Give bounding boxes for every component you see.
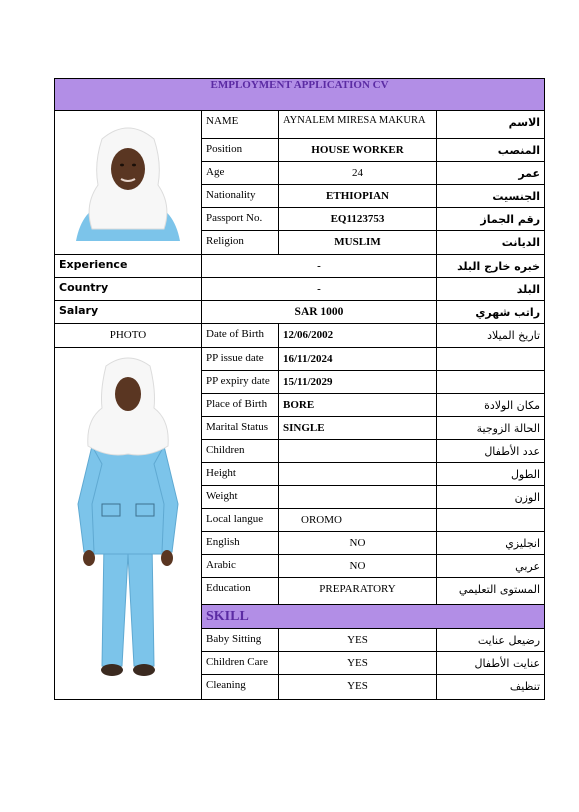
fullbody-image [68, 354, 188, 694]
pp-expiry-value: 15/11/2029 [279, 371, 437, 394]
religion-value: MUSLIM [279, 231, 437, 255]
education-label: Education [202, 578, 279, 605]
pp-expiry-label: PP expiry date [202, 371, 279, 394]
education-value: PREPARATORY [279, 578, 437, 605]
place-of-birth-label: Place of Birth [202, 394, 279, 417]
english-arabic: انجليزي [437, 532, 545, 555]
arabic-label: Arabic [202, 555, 279, 578]
headshot-image [72, 123, 184, 243]
religion-arabic: الديانت [437, 231, 545, 255]
salary-label: Salary [55, 301, 202, 324]
marital-arabic: الحالة الزوجية [437, 417, 545, 440]
country-arabic: البلد [437, 278, 545, 301]
age-arabic: عمر [437, 162, 545, 185]
experience-arabic: خبره خارج البلد [437, 255, 545, 278]
photo-label: PHOTO [55, 324, 202, 348]
marital-value: SINGLE [279, 417, 437, 440]
height-arabic: الطول [437, 463, 545, 486]
skill-label: Cleaning [202, 675, 279, 700]
pp-issue-label: PP issue date [202, 348, 279, 371]
weight-arabic: الوزن [437, 486, 545, 509]
fullbody-photo [55, 348, 202, 700]
local-language-arabic [437, 509, 545, 532]
title-row [55, 79, 545, 111]
experience-value: - [202, 255, 437, 278]
country-value: - [202, 278, 437, 301]
height-value [279, 463, 437, 486]
dob-value: 12/06/2002 [279, 324, 437, 348]
children-value [279, 440, 437, 463]
children-arabic: عدد الأطفال [437, 440, 545, 463]
marital-label: Marital Status [202, 417, 279, 440]
skill-arabic: عنايت الأطفال [437, 652, 545, 675]
pp-issue-arabic [437, 348, 545, 371]
nationality-value: ETHIOPIAN [279, 185, 437, 208]
dob-arabic: تاريخ الميلاد [437, 324, 545, 348]
salary-value: SAR 1000 [202, 301, 437, 324]
position-label: Position [202, 139, 279, 162]
pp-issue-value: 16/11/2024 [279, 348, 437, 371]
age-label: Age [202, 162, 279, 185]
position-arabic: المنصب [437, 139, 545, 162]
religion-label: Religion [202, 231, 279, 255]
place-of-birth-arabic: مكان الولادة [437, 394, 545, 417]
children-label: Children [202, 440, 279, 463]
age-value: 24 [279, 162, 437, 185]
skill-arabic: تنظيف [437, 675, 545, 700]
skill-arabic: رضيعل عنايت [437, 629, 545, 652]
passport-label: Passport No. [202, 208, 279, 231]
name-row [55, 111, 545, 139]
salary-arabic: راتب شهري [437, 301, 545, 324]
experience-row [55, 255, 545, 278]
nationality-arabic: الجنسيت [437, 185, 545, 208]
height-label: Height [202, 463, 279, 486]
place-of-birth-value: BORE [279, 394, 437, 417]
salary-row [55, 301, 545, 324]
arabic-arabic: عربي [437, 555, 545, 578]
name-value: AYNALEM MIRESA MAKURA [279, 111, 437, 139]
cv-title: EMPLOYMENT APPLICATION CV [55, 79, 545, 111]
name-arabic: الاسم [437, 111, 545, 139]
passport-value: EQ1123753 [279, 208, 437, 231]
position-value: HOUSE WORKER [279, 139, 437, 162]
cv-table [54, 78, 545, 700]
headshot-photo [55, 111, 202, 255]
weight-value [279, 486, 437, 509]
skill-value: YES [279, 629, 437, 652]
name-label: NAME [202, 111, 279, 139]
dob-row [55, 324, 545, 348]
pp-issue-row [55, 348, 545, 371]
skill-label: Baby Sitting [202, 629, 279, 652]
dob-label: Date of Birth [202, 324, 279, 348]
arabic-value: NO [279, 555, 437, 578]
passport-arabic: رقم الجماز [437, 208, 545, 231]
experience-label: Experience [55, 255, 202, 278]
skill-value: YES [279, 652, 437, 675]
english-label: English [202, 532, 279, 555]
weight-label: Weight [202, 486, 279, 509]
pp-expiry-arabic [437, 371, 545, 394]
local-language-label: Local langue [202, 509, 279, 532]
english-value: NO [279, 532, 437, 555]
nationality-label: Nationality [202, 185, 279, 208]
skill-header: SKILL [202, 605, 545, 629]
local-language-value: OROMO [279, 509, 437, 532]
country-label: Country [55, 278, 202, 301]
skill-label: Children Care [202, 652, 279, 675]
country-row [55, 278, 545, 301]
skill-value: YES [279, 675, 437, 700]
education-arabic: المستوى التعليمي [437, 578, 545, 605]
